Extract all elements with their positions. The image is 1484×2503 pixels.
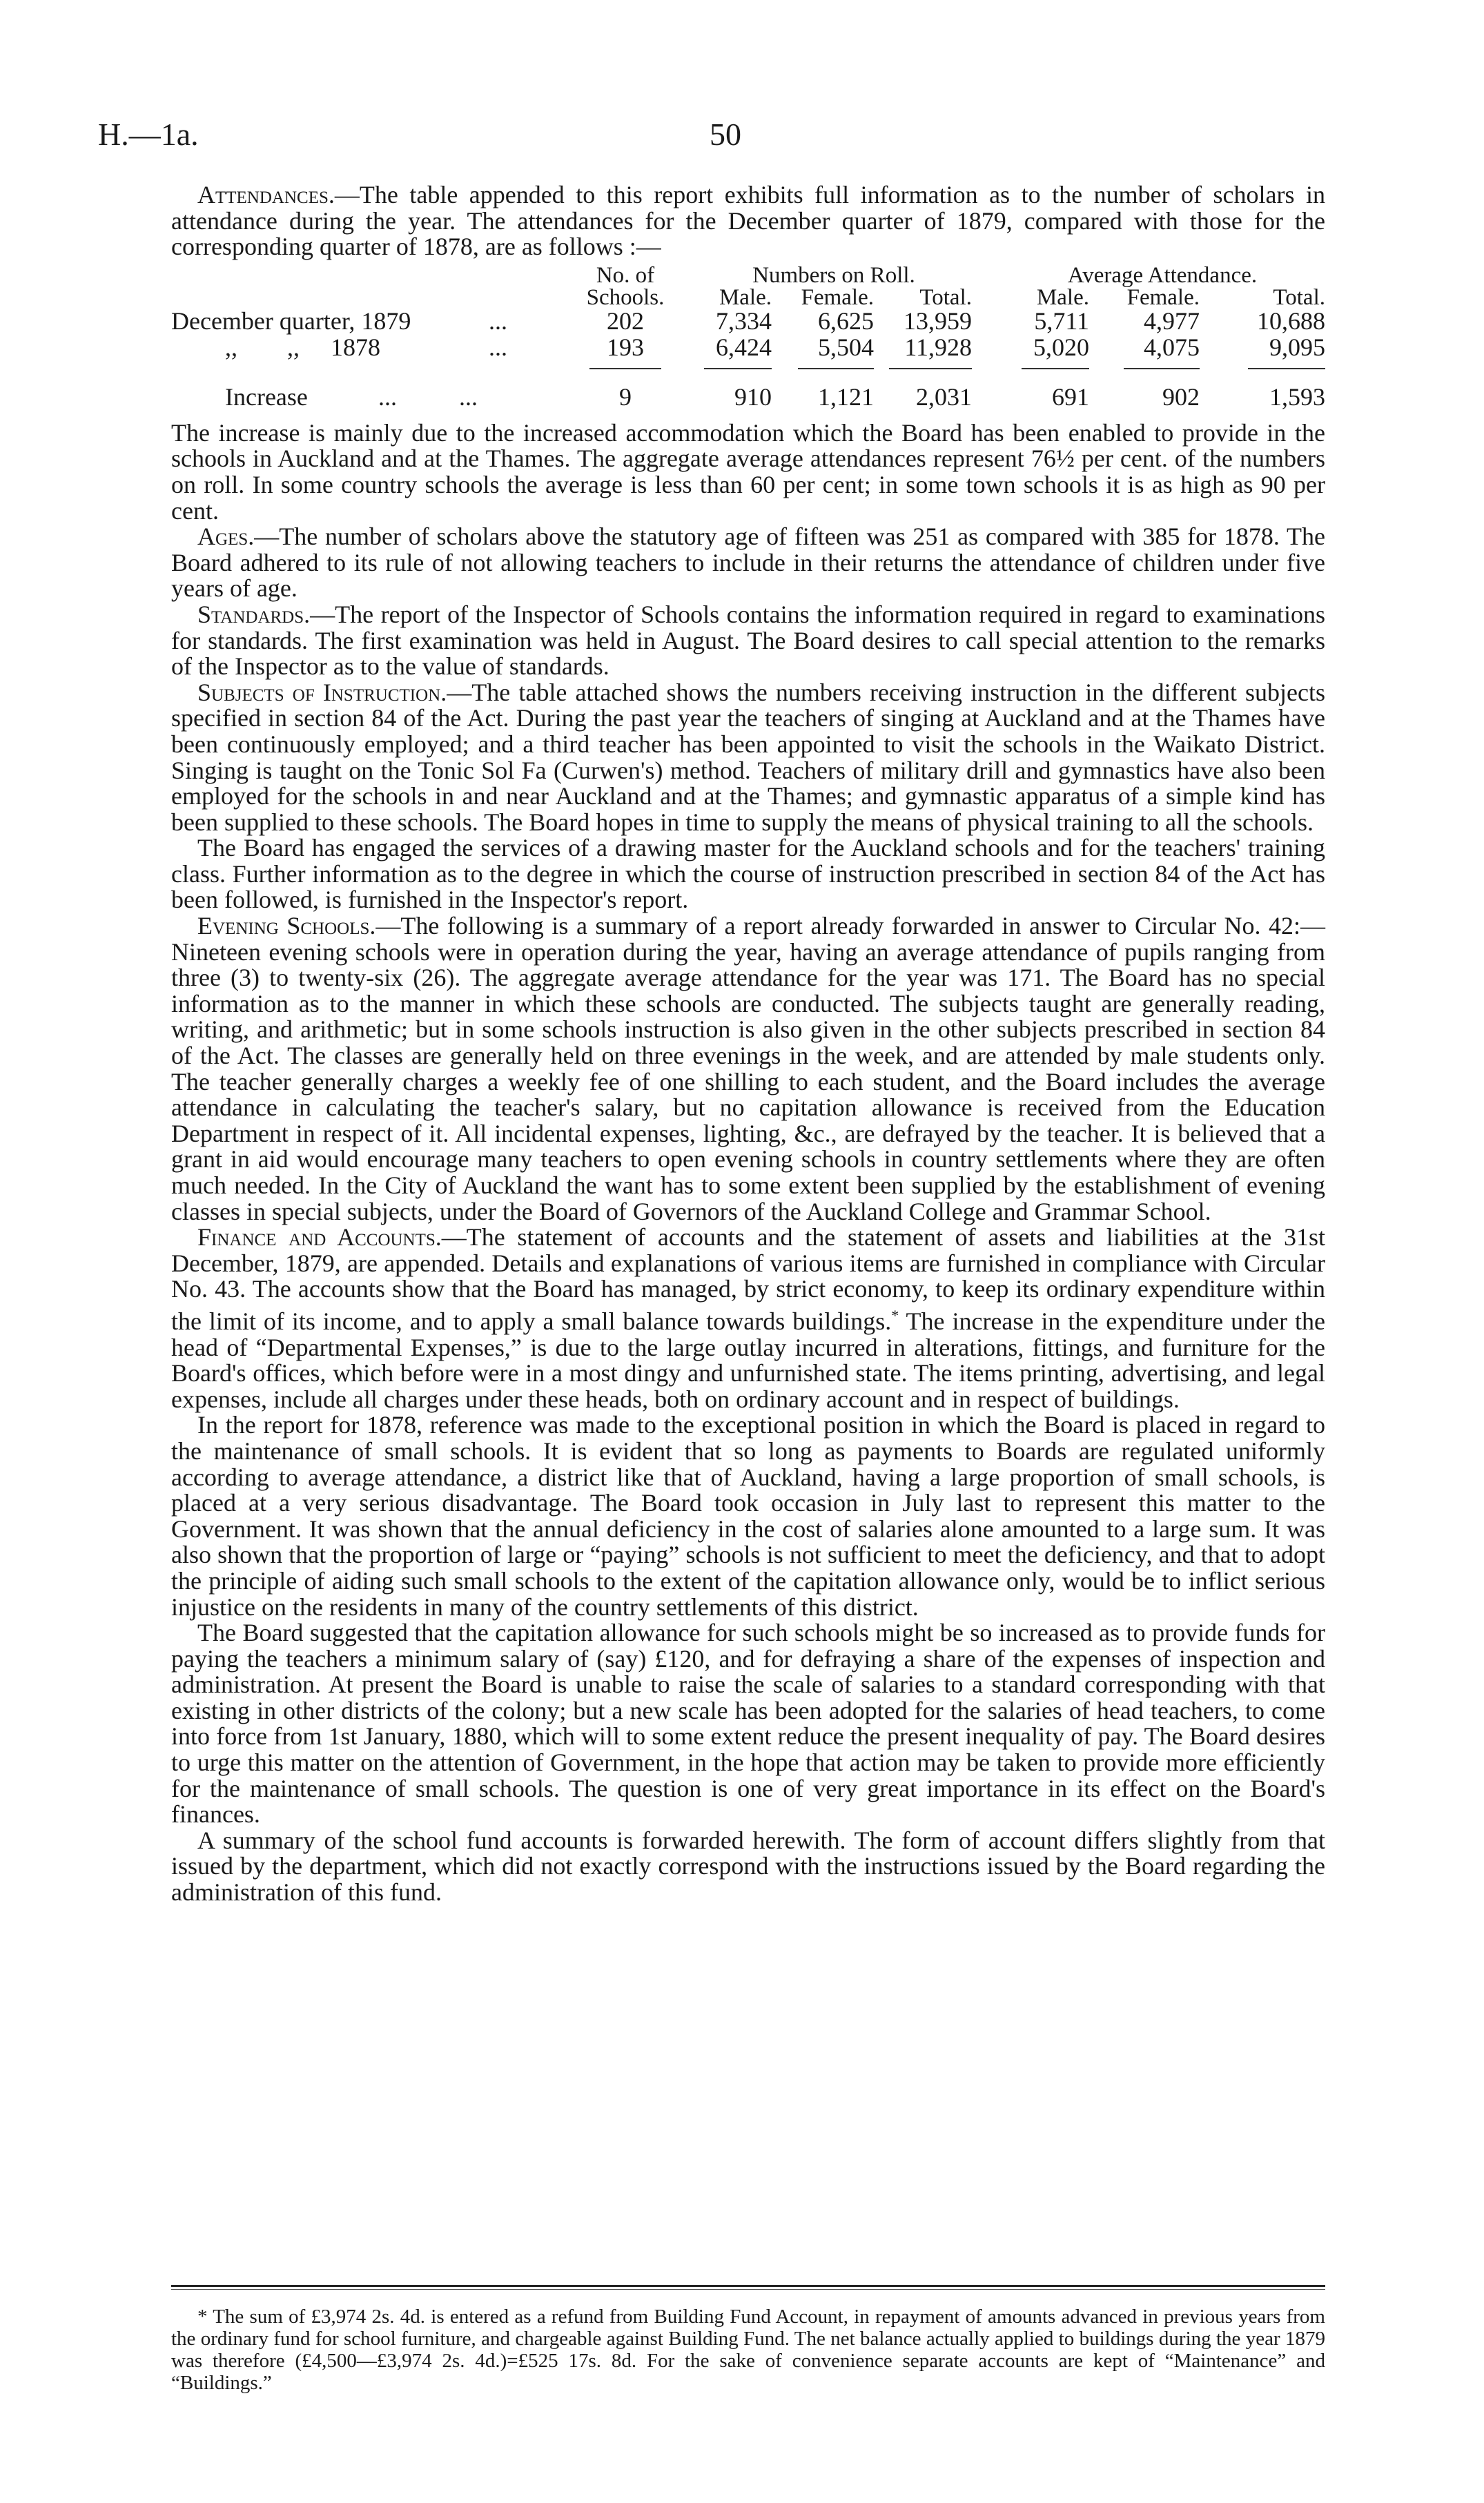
avg-total-header: Total. xyxy=(1273,284,1325,310)
increase-roll-male: 910 xyxy=(734,382,772,411)
rule-avg-female xyxy=(1124,368,1200,369)
finance-paragraph xyxy=(171,1225,1325,1412)
summary-paragraph: A summary of the school fund accounts is forwarded herewith. The form of account differs slightly from that issued by the department, which did not exactly correspond with the instructions issued by the Board regarding the administration of this fund. xyxy=(171,1826,1325,1907)
standards-text: —The report of the Inspector of Schools contains the information required in regard to examinations for standards. The first examination was held in August. The Board desires to call special attention to the remarks of the Inspector as to the value of standards. xyxy=(171,600,1325,681)
row-1879-dots: ... xyxy=(489,306,507,335)
subjects-paragraph xyxy=(171,680,1325,836)
finance-heading: Finance and Accounts. xyxy=(197,1223,442,1252)
row-1878-roll-total: 11,928 xyxy=(904,333,972,361)
avg-female-header: Female. xyxy=(1126,284,1200,310)
page-number: 50 xyxy=(710,117,741,152)
roll-total-header: Total. xyxy=(919,284,972,310)
row-1878-dots: ... xyxy=(489,333,507,361)
row-1878-avg-total: 9,095 xyxy=(1269,333,1325,361)
rule-roll-female xyxy=(798,368,874,369)
attendances-text: —The table appended to this report exhibits full information as to the number of scholars in attendance during the year. The attendances for the December quarter of 1879, compared with those for the corresponding quarter of 1878, are as follows :— xyxy=(171,181,1325,261)
row-1878-roll-male: 6,424 xyxy=(716,333,772,361)
rule-roll-total xyxy=(889,368,972,369)
row-1879-avg-female: 4,977 xyxy=(1144,306,1200,335)
rule-avg-total xyxy=(1248,368,1325,369)
capitation-paragraph: The Board suggested that the capitation allowance for such schools might be so increased as to provide funds for paying the teachers a minimum salary of (say) £120, and for defraying a share of the expenses of inspection and administration. At present the Board is unable to raise the scale of salaries to a standard corresponding with that existing in other districts of the colony; but a new scale has been adopted for the salaries of head teachers, to come into force from 1st January, 1880, which will to some extent reduce the present inequality of pay. The Board desires to urge this matter on the attention of Government, in the hope that action may be taken to provide more efficiently for the maintenance of small schools. The question is one of very great importance in its effect on the Board's finances. xyxy=(171,1619,1325,1829)
subjects-heading: Subjects of Instruction. xyxy=(197,678,447,706)
small-schools-paragraph: In the report for 1878, reference was made to the exceptional position in which the Board is placed in regard to the maintenance of small schools. It is evident that so long as payments to Boards are regulated uniformly according to average attendance, a district like that of Auckland, having a large proportion of small schools, is placed at a very serious disadvantage. The Board took occasion in July last to represent this matter to the Government. It was shown that the annual deficiency in the cost of salaries alone amounted to a large sum. It was also shown that the proportion of large or “paying” schools is not sufficient to meet the deficiency, and that to adopt the principle of aiding such small schools to the extent of the capitation allowance only, would be to inflict serious injustice on the residents in many of the country settlements of this district. xyxy=(171,1411,1325,1621)
row-1878-avg-female: 4,075 xyxy=(1144,333,1200,361)
increase-dots: ... ... xyxy=(378,382,478,411)
attendances-heading: Attendances. xyxy=(197,181,335,208)
avg-group-header: Average Attendance. xyxy=(1067,262,1258,288)
increase-note-paragraph: The increase is mainly due to the increased accommodation which the Board has been enabled to provide in the schools in Auckland and at the Thames. The aggregate average attendances represent 76½ per cent. of the numbers on roll. In some country schools the average is less than 60 per cent; in some town schools it is as high as 90 per cent. xyxy=(171,418,1325,525)
evening-paragraph xyxy=(171,913,1325,1225)
row-1879-schools: 202 xyxy=(607,306,644,335)
rule-avg-male xyxy=(1022,368,1089,369)
roll-group-header: Numbers on Roll. xyxy=(752,262,915,288)
attendance-table xyxy=(171,260,1325,420)
row-1879-roll-total: 13,959 xyxy=(904,306,972,335)
increase-schools: 9 xyxy=(619,382,632,411)
col-schools-header-2: Schools. xyxy=(586,284,665,310)
row-1878-label: ,, ,, 1878 xyxy=(225,333,380,361)
evening-text: —The following is a summary of a report already forwarded in answer to Circular No. 42:—Nineteen evening schools were in operation during the year, having an average attendance of pupils ranging from three (3) to twenty-six (26). The aggregate average attendance for the year was 171. The Board has no special information as to the manner in which these schools are conducted. The subjects taught are generally reading, writing, and arithmetic; but in some schools instruction is also given in the other subjects prescribed in section 84 of the Act. The classes are generally held on three evenings in the week, and are attended by male students only. The teacher generally charges a weekly fee of one shilling to each student, and the Board includes the average attendance in calculating the teacher's salary, but no capitation allowance is received from the Education Department in respect of it. All incidental expenses, lighting, &c., are defrayed by the teacher. It is believed that a grant in aid would encourage many teachers to open evening schools in country settlements where they are often much needed. In the City of Auckland the want has to some extent been supplied by the establishment of evening classes in special subjects, under the Board of Governors of the Auckland College and Grammar School. xyxy=(171,912,1325,1225)
footnote-text: * The sum of £3,974 2s. 4d. is entered as a refund from Building Fund Account, in repayment of amounts advanced in previous years from the ordinary fund for school furniture, and chargeable against Building Fund. The net balance actually applied to buildings during the year 1879 was therefore (£4,500—£3,974 2s. 4d.)=£525 17s. 8d. For the sake of convenience separate accounts are kept of “Maintenance” and “Buildings.” xyxy=(171,2306,1325,2394)
standards-paragraph xyxy=(171,602,1325,680)
increase-label: Increase xyxy=(225,382,308,411)
footnote-divider-thin xyxy=(171,2289,1325,2290)
roll-male-header: Male. xyxy=(719,284,772,310)
subjects-text: —The table attached shows the numbers receiving instruction in the different subjects specified in section 84 of the Act. During the past year the teachers of singing at Auckland and at the Thames have been continuously employed; and a third teacher has been appointed to visit the schools in the Waikato District. Singing is taught on the Tonic Sol Fa (Curwen's) method. Teachers of military drill and gymnastics have also been employed for the schools in and near Auckland and at the Thames; and gymnastic apparatus of a simple kind has been supplied to these schools. The Board hopes in time to supply the means of physical training to all the schools. xyxy=(171,678,1325,836)
evening-heading: Evening Schools. xyxy=(197,912,376,940)
report-code: H.—1a. xyxy=(98,117,199,152)
row-1879-label: December quarter, 1879 xyxy=(171,306,411,335)
rule-roll-male xyxy=(704,368,772,369)
increase-roll-female: 1,121 xyxy=(818,382,874,411)
row-1878-roll-female: 5,504 xyxy=(818,333,874,361)
finance-text-a: —The statement of accounts and the statement of assets and liabilities at the 31st December, 1879, are appended. Details and explanations of various items are furnished in compliance with Circular No. 43. The accounts show that the Board has managed, by strict economy, to keep its ordinary expenditure within the limit of its income, and to apply a small balance towards buildings. xyxy=(171,1223,1325,1335)
finance-text-b: The increase in the expenditure under the head of “Departmental Expenses,” is due to the large outlay incurred in alterations, fittings, and furniture for the Board's offices, which before were in a most dingy and unfurnished state. The items printing, advertising, and legal expenses, include all charges under these heads, both on ordinary account and in respect of buildings. xyxy=(171,1307,1325,1413)
increase-roll-total: 2,031 xyxy=(916,382,972,411)
row-1879-roll-male: 7,334 xyxy=(716,306,772,335)
increase-avg-male: 691 xyxy=(1052,382,1089,411)
row-1879-avg-total: 10,688 xyxy=(1257,306,1325,335)
row-1878-schools: 193 xyxy=(607,333,644,361)
rule-schools xyxy=(589,368,661,369)
footnote xyxy=(171,2306,1325,2394)
ages-paragraph xyxy=(171,524,1325,602)
increase-avg-female: 902 xyxy=(1162,382,1200,411)
col-schools-header-1: No. of xyxy=(596,262,655,288)
ages-heading: Ages. xyxy=(197,523,255,551)
increase-avg-total: 1,593 xyxy=(1269,382,1325,411)
avg-male-header: Male. xyxy=(1036,284,1089,310)
drawing-paragraph: The Board has engaged the services of a drawing master for the Auckland schools and for the teachers' training class. Further information as to the degree in which the course of instruction prescribed in section 84 of the Act has been followed, is furnished in the Inspector's report. xyxy=(171,834,1325,914)
footnote-divider xyxy=(171,2285,1325,2287)
row-1878-avg-male: 5,020 xyxy=(1033,333,1089,361)
row-1879-roll-female: 6,625 xyxy=(818,306,874,335)
attendances-paragraph xyxy=(171,182,1325,260)
ages-text: —The number of scholars above the statutory age of fifteen was 251 as compared with 385 for 1878. The Board adhered to its rule of not allowing teachers to include in their returns the attendance of children under five years of age. xyxy=(171,523,1325,603)
report-body xyxy=(171,182,1325,1906)
roll-female-header: Female. xyxy=(801,284,874,310)
row-1879-avg-male: 5,711 xyxy=(1034,306,1089,335)
footnote-marker: * xyxy=(891,1306,899,1324)
standards-heading: Standards. xyxy=(197,600,311,628)
